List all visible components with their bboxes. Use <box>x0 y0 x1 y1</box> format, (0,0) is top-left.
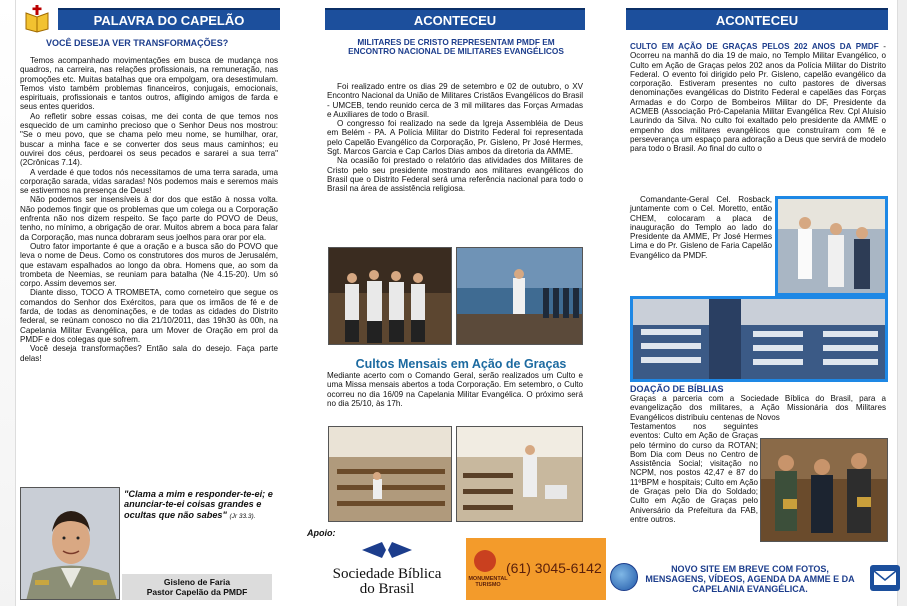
worship-photo-right <box>456 426 583 522</box>
bible-logo-icon <box>24 5 50 33</box>
article-body <box>327 82 583 194</box>
article-body-1b: Comandante-Geral Cel. Rosback, juntamente com o Cel. Moretto, então CHEM, colocaram a placa de inauguração do Templo ao lado do Presidente da AMME, Pr José Hermes Lima e do Pr. Gisleno de Faria Capelão Evangélico da PMDF. <box>630 195 772 260</box>
paragraph: - Ocorreu na manhã do dia 19 de maio, no Templo Militar Evangélico, o Culto em Ação de Graças pelos 202 anos da Polícia Militar do Distrito Federal. O evento foi dirigido pelo Pr. Gisleno, capelão evangélico da corporação. Estiveram presentes no culto pastores de diversas denominações evangélicas do Distrito Federal e capelães das Forças Armadas e do Corpo de Bombeiros Militar do DF, Presidente da ACMEB (Associação Pró-Capelania Militar Evangélica Rev. Cpl Aluisio Laurindo da Silva. No culto foi exaltado pelo presidente da AMME o empenho dos militares evangélicos que construíram com fé e perseverança um espaço para adoração a Deus que servirá de modelo para todo o Brasil. Ao final do culto o <box>630 42 886 154</box>
quote-text: "Clama a mim e responder-te-ei; e anunciar-te-ei coisas grandes e ocultas que não sabes" <box>124 489 273 520</box>
article-body <box>20 56 278 363</box>
paragraph: Você deseja transformações? Então sala do desejo. Faça parte delas! <box>20 344 278 363</box>
sponsor-phone: (61) 3045-6142 <box>506 560 602 576</box>
paragraph: Ao refletir sobre essas coisas, me dei conta de que temos nos esquecido de um caminho precioso que o Senhor Deus nos mostrou: "Se o meu povo, que se chama pelo meu nome, se humilhar, orar, buscar a minha face e se converter dos seus maus caminhos; eu ouvirei dos céus, perdoarei os seus pecados e sararei a sua terra" (2Crônicas 7.14). <box>20 111 278 168</box>
paragraph: Não podemos ser insensíveis à dor dos que estão à nossa volta. Não podemos fingir que os problemas que um colega ou a Corporação enfrenta não nos dizem respeito. Se faço parte do POVO de Deus, tenho, no mínimo, a obrigação de orar. Muitos abrem a boca para falar da Corporação, mas nunca dobraram seus joelhos para orar por ela. <box>20 195 278 242</box>
sponsor-sociedade-biblica <box>311 538 463 602</box>
section-header: PALAVRA DO CAPELÃO <box>58 8 280 30</box>
signature-role: Pastor Capelão da PMDF <box>146 587 248 597</box>
event-group-photo <box>328 247 452 345</box>
paragraph: O congresso foi realizado na sede da Igreja Assembléia de Deus em Belém - PA. A Polícia Militar do Distrito Federal foi representada pelo Capelão Evangélico da Corporação, Pr. Gisleno, Pr José Hermes, Sgt. Marcos Garcia e Cap Carlos Dias ambos da diretoria da AMME. <box>327 119 583 157</box>
worship-photo-left <box>328 426 452 522</box>
article-title: VOCÊ DESEJA VER TRANSFORMAÇÕES? <box>46 38 229 48</box>
mail-icon <box>870 565 900 591</box>
sponsor-brand-name: MONUMENTAL <box>468 576 508 582</box>
sponsor-name-line2: do Brasil <box>359 581 415 597</box>
sponsor-monumental-turismo <box>466 538 606 600</box>
column-palavra-do-capelao <box>18 0 278 606</box>
paragraph: Temos acompanhado movimentações em busca de mudança nos quadros, na carreira, nas relações profissionais, na remuneração, nas promoções etc. Muitas batalhas que ora empolgam, ora desestimulam. Temos visto também problemas financeiros, conjugais, emocionais, espirituais, profissionais e tantos outros, afligindo amigos de farda e seus entes queridos. <box>20 56 278 112</box>
paragraph: Outro fator importante é que a oração e a busca são do POVO que leva o nome de Deus. Como os construtores dos muros de Jerusalém, que estavam espalhados ao longo da obra. Homens que, ao som da trombeta de Neemias, se reuniam para batalha (Ne 4.15-20). Um só corpo. Assim devemos ser. <box>20 241 278 289</box>
sponsor-brand-sub: TURISMO <box>475 582 501 588</box>
article-body-2b: Testamentos nos seguintes eventos: Culto em Ação de Graças pelo término do curso da ROTAN; Bom Dia com Deus no Centro de Assistência Social; visitação no NCPM, nos postos 42,47 e 87 do 11ºBPM e hospitais; Culto em Ação de Graças pelo Dia do Soldado; Culto em Ação de Graças pelo Aniversário da Prefeitura da FAB, entre outros. <box>630 422 758 524</box>
paragraph: Na ocasião foi prestado o relatório das atividades dos Militares de Cristo pelo seu presidente mostrando aos militares evangélicos do Brasil que o Distrito Federal será uma referência nacional para todo o Brasil na área de assistência religiosa. <box>327 156 583 194</box>
column-aconteceu-middle <box>307 0 602 606</box>
paragraph: Foi realizado entre os dias 29 de setembro e 02 de outubro, o XV Encontro Nacional da União de Militares Cristãos Evangélicos do Brasil - UMCEB, tendo reunido cerca de 3 mil militares das Forças Armadas e Auxiliares de todo o Brasil. <box>327 82 583 119</box>
article-body-2: Graças a parceria com a Sociedade Bíblica do Brasil, para a evangelização dos militares, a Ação Missionária dos Militares Evangélicos distribuiu centenas de Novos <box>630 394 886 422</box>
globe-logo-icon <box>610 563 638 591</box>
bible-donation-photo <box>760 438 888 542</box>
congregation-photo <box>630 296 888 382</box>
signature-box <box>122 574 272 600</box>
article-title: CULTO EM AÇÃO DE GRAÇAS PELOS 202 ANOS DA PMDF <box>630 42 879 51</box>
section-header: ACONTECEU <box>626 8 888 30</box>
right-page-margin <box>897 0 907 606</box>
quote-reference: (Jr 33.3). <box>229 512 256 520</box>
apoio-label: Apoio: <box>307 528 336 538</box>
paragraph: Diante disso, TOCO A TROMBETA, como corneteiro que segue os comandos do Senhor dos Exércitos, para que os irmãos de fé e de farda, de todas as denominações, e de todas as cidades do Distrito federal, se reúnam conosco no dia 21/10/2011, das 19h30 às 00h, na Capelania Militar Evangélica, para um Mover de Oração em prol da PMDF e dos colegas que sofrem. <box>20 288 278 344</box>
chaplain-photo <box>20 487 120 600</box>
monumental-logo-icon <box>474 550 496 572</box>
left-page-margin <box>0 0 16 606</box>
section-subtitle: DOAÇÃO DE BÍBLIAS <box>630 384 724 394</box>
signature-name: Gisleno de Faria <box>163 577 231 587</box>
sbb-logo-icon <box>352 538 422 562</box>
column-aconteceu-right <box>624 0 890 606</box>
sponsor-brand <box>466 576 510 588</box>
event-speaker-photo <box>456 247 583 345</box>
article-body-2: Mediante acerto com o Comando Geral, serão realizados um Culto e uma Missa mensais abertos a toda Corporação. Em setembro, o Culto ocorreu no dia 16/09 na Capelania Militar Evangélica. O próximo será no dia 25/10, às 17h. <box>327 371 583 408</box>
section-subtitle: Cultos Mensais em Ação de Graças <box>355 357 567 371</box>
section-header: ACONTECEU <box>325 8 585 30</box>
sponsor-name-line1: Sociedade Bíblica <box>332 566 442 582</box>
footer-announcement: NOVO SITE EM BREVE COM FOTOS, MENSAGENS, VÍDEOS, AGENDA DA AMME E DA CAPELANIA EVANGÉLICA. <box>645 564 855 594</box>
article-title: MILITARES DE CRISTO REPRESENTAM PMDF EM ENCONTRO NACIONAL DE MILITARES EVANGÉLICOS <box>348 37 564 56</box>
paragraph: A verdade é que todos nós necessitamos de uma terra sarada, uma corporação sarada, vidas saradas! Nós podemos mais e seremos mais se estivermos na presença de Deus! <box>20 167 278 196</box>
ceremony-photo <box>775 196 888 296</box>
quote-block <box>124 489 276 522</box>
article-body-1 <box>630 42 886 154</box>
